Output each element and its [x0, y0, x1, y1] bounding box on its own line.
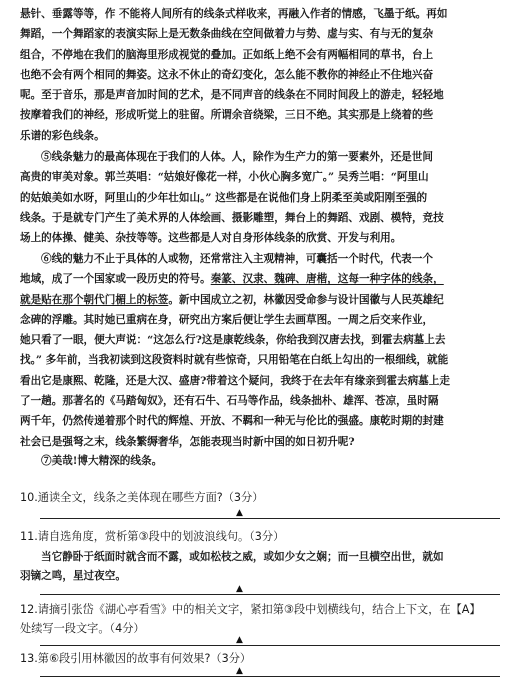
answer-line-13[interactable]: [40, 676, 500, 677]
triangle-marker-icon: ▲: [236, 666, 243, 676]
paragraph-5: [20, 147, 502, 248]
text-line: 念碑的浮雕。其时她已重病在身，研究出方案后便让学生去画草图。一周之后交来作业，: [20, 313, 434, 326]
text-line: 看出它是康熙、乾隆，还是大汉、盛唐?带着这个疑问，我终于在去年有缘亲到霍去病墓上走: [20, 374, 450, 387]
paragraph-6: [20, 249, 502, 452]
text-line: 的姑娘美如水呀，阿里山的少年壮如山。” 这些都是在说他们身上阴柔至美或阳刚至强的: [20, 191, 428, 204]
paragraph-4: [20, 4, 502, 146]
underlined-sentence: 就是贴在那个朝代门楣上的标签: [20, 293, 169, 306]
triangle-marker-icon: ▲: [236, 635, 243, 645]
quote-line: 羽镝之鸣，星过夜空。: [20, 570, 126, 582]
question-12-line-1: 12.请摘引张岱《湖心亭看雪》中的相关文字，紧扣第③段中划横线句，结合上下文，在【A】: [20, 603, 481, 616]
text-line: ⑦美哉!博大精深的线条。: [41, 455, 163, 467]
text-line: 场上的体操、健美、杂技等等。这些都是人对自身形体线条的欣赏、开发与利用。: [20, 232, 402, 245]
text-segment: 。新中国成立之初，林徽因受命参与设计国徽与人民英雄纪: [168, 293, 444, 306]
question-11: 11.请自选角度，赏析第③段中的划波浪线句。（3分）: [20, 530, 285, 543]
quote-line: 当它静卧于纸面时就含而不露，或如松枝之威，或如少女之娴；而一旦横空出世，就如: [41, 551, 444, 563]
text-line: 了一趟。那著名的《马踏匈奴》，还有石牛、石马等作品，线条拙朴、雄浑、苍凉，虽时隔: [20, 395, 439, 408]
text-line: [20, 290, 502, 310]
text-line: 呢。至于音乐，那是声音加时间的艺术，是不同声音的线条在不同时间段上的游走，轻轻地: [20, 89, 444, 102]
text-line: 按摩着我们的神经，形成听觉上的驻留。所谓余音绕梁，三日不绝。其实那是上绕着的些: [20, 109, 434, 122]
question-10: 10.通读全文，线条之美体现在哪些方面?（3分）: [20, 491, 264, 504]
answer-line-10[interactable]: [40, 518, 500, 519]
text-line: ⑤线条魅力的最高体现在于我们的人体。人，除作为生产力的第一要素外，还是世间: [41, 151, 433, 163]
answer-line-12[interactable]: [40, 645, 500, 646]
paragraph-7: [20, 451, 502, 471]
question-13: 13.第⑥段引用林徽因的故事有何效果?（3分）: [20, 652, 252, 665]
text-line: [20, 269, 502, 289]
text-line: 找。” 多年前，当我初读到这段资料时就有些惊奇，只用铅笔在白纸上勾出的一根细线，就能: [20, 354, 449, 367]
text-line: 社会已是强弩之末，线条繁缛奢华，怎能表现当时新中国的如日初升呢?: [20, 435, 355, 448]
triangle-marker-icon: ▲: [236, 508, 243, 518]
question-12-line-2: 处续写一段文字。（4分）: [20, 622, 145, 635]
text-line: 悬针、垂露等等，作 不能将人间所有的线条式样收来，再融入作者的情感，飞墨于纸。再如: [20, 8, 448, 20]
text-line: ⑥线的魅力不止于具体的人或物，还常常注入主观精神，可囊括一个时代，代表一个: [41, 253, 433, 265]
triangle-marker-icon: ▲: [236, 584, 243, 594]
text-segment: 地域，成了一个国家或一段历史的符号。: [20, 273, 211, 286]
text-line: 乐谱的彩色线条。: [20, 129, 105, 142]
underlined-sentence: 秦篆、汉隶、魏碑、唐楷，这每一种字体的线条，: [210, 273, 444, 286]
text-line: 也绝不会有两个相同的舞姿。这永不休止的奇幻变化，怎么能不教你的神经止不住地兴奋: [20, 68, 434, 81]
question-11-quote: [20, 548, 502, 586]
text-line: 线条。于是就专门产生了美术界的人体绘画、摄影雕塑，舞台上的舞蹈、戏剧、模特，竞技: [20, 211, 444, 224]
text-line: 组合，不停地在我们的脑海里形成视觉的叠加。正如纸上绝不会有两幅相同的草书，台上: [20, 48, 434, 61]
answer-line-11[interactable]: [40, 594, 500, 595]
text-line: 两千年，仍然传递着那个时代的辉煌、开放、不羁和一种无与伦比的强盛。康乾时期的封建: [20, 415, 444, 428]
text-line: 高贵的审美对象。郭兰英唱：“姑娘好像花一样，小伙心胸多宽广。” 吴秀兰唱：“阿里山: [20, 171, 429, 184]
text-line: 她只看了一眼，便大声说：“这怎么行?这是康乾线条，你给我到汉唐去找，到霍去病墓上去: [20, 334, 446, 347]
text-line: 舞蹈，一个舞蹈家的表演实际上是无数条曲线在空间做着力与势、虚与实、有与无的复杂: [20, 28, 434, 41]
